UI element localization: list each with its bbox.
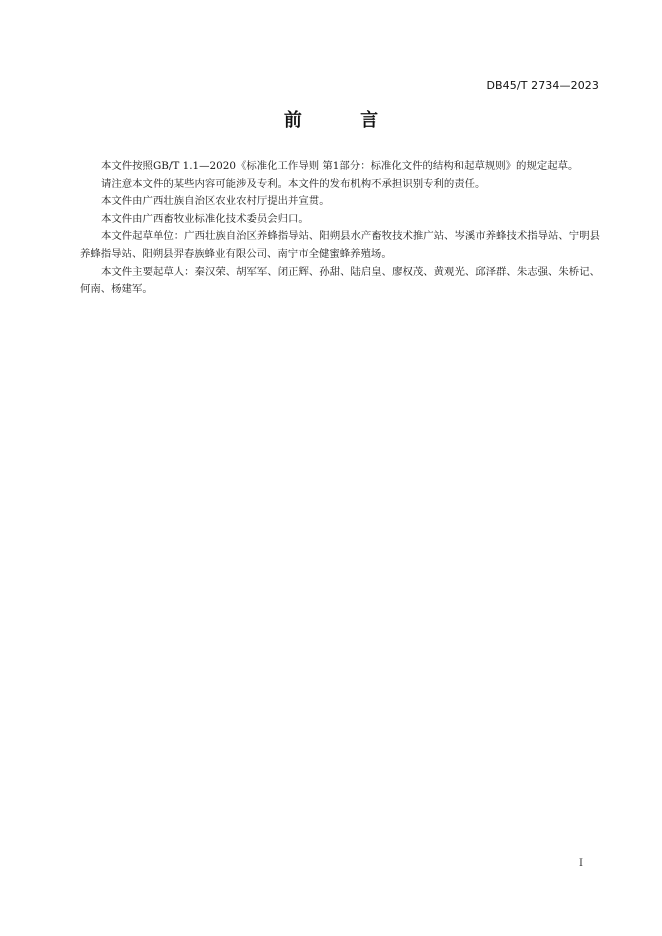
page-number: I — [579, 858, 583, 869]
paragraph-patent-notice: 请注意本文件的某些内容可能涉及专利。本文件的发布机构不承担识别专利的责任。 — [101, 177, 486, 190]
paragraph-technical-committee: 本文件由广西畜牧业标准化技术委员会归口。 — [101, 212, 309, 225]
paragraph-drafters: 本文件主要起草人：秦汉荣、胡军军、闭正辉、孙甜、陆启皇、廖权茂、黄观光、邱泽群、朱志强、朱桥记、何南、杨建军。 — [80, 265, 600, 296]
foreword-body — [80, 158, 600, 299]
paragraph-drafting-units: 本文件起草单位：广西壮族自治区养蜂指导站、阳朔县水产畜牧技术推广站、岑溪市养蜂技术指导站、宁明县养蜂指导站、阳朔县羿春族蜂业有限公司、南宁市全健蜜蜂养殖场。 — [80, 230, 600, 260]
page-title: 前 言 — [283, 110, 405, 131]
paragraph-proposer: 本文件由广西壮族自治区农业农村厅提出并宣贯。 — [101, 195, 330, 208]
paragraph-drafting-rules: 本文件按照GB/T 1.1—2020《标准化工作导则 第1部分：标准化文件的结构和起草规则》的规定起草。 — [101, 160, 579, 172]
document-code: DB45/T 2734—2023 — [486, 79, 599, 92]
